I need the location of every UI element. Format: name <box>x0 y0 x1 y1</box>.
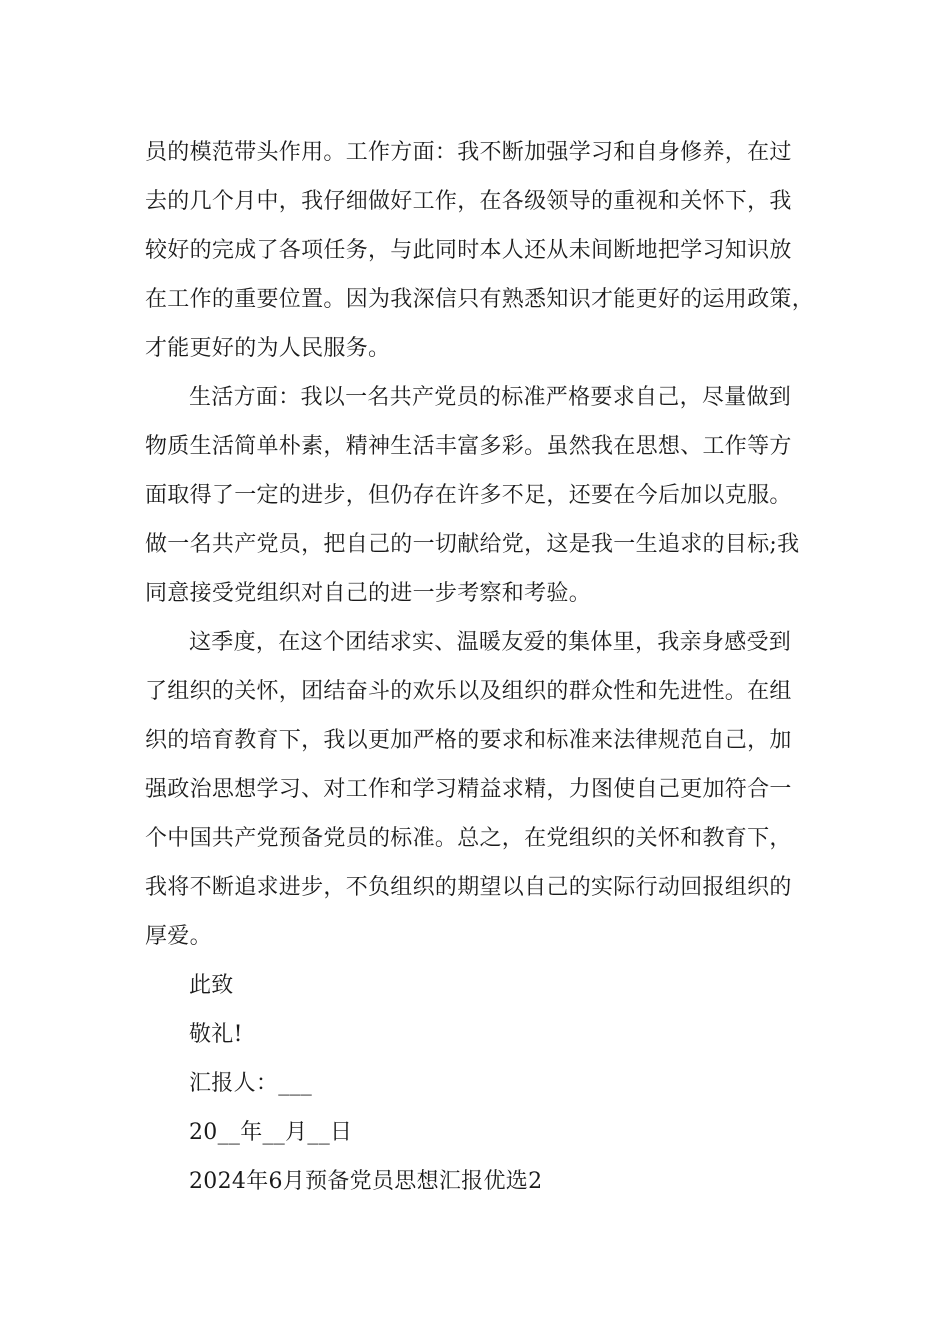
closing-salutation: 此致 <box>189 973 234 998</box>
text-line: 个中国共产党预备党员的标准。总之，在党组织的关怀和教育下， <box>145 826 792 851</box>
text-line: 生活方面：我以一名共产党员的标准严格要求自己，尽量做到 <box>189 385 792 410</box>
date-line: 20__年__月__日 <box>189 1120 353 1145</box>
text-line: 厚爱。 <box>145 924 212 949</box>
text-line: 我将不断追求进步，不负组织的期望以自己的实际行动回报组织的 <box>145 875 792 900</box>
document-body <box>145 128 835 1206</box>
text-line: 同意接受党组织对自己的进一步考察和考验。 <box>145 581 592 606</box>
next-section-title: 2024年6月预备党员思想汇报优选2 <box>189 1169 543 1194</box>
text-line: 物质生活简单朴素，精神生活丰富多彩。虽然我在思想、工作等方 <box>145 434 792 459</box>
text-line: 面取得了一定的进步，但仍存在许多不足，还要在今后加以克服。 <box>145 483 792 508</box>
paragraph-life <box>145 373 835 618</box>
text-line: 较好的完成了各项任务，与此同时本人还从未间断地把学习知识放 <box>145 238 792 263</box>
text-line: 在工作的重要位置。因为我深信只有熟悉知识才能更好的运用政策， <box>145 287 815 312</box>
paragraph-work <box>145 128 835 373</box>
reporter-line: 汇报人：___ <box>189 1071 313 1096</box>
closing-regards: 敬礼! <box>189 1022 243 1047</box>
text-line: 这季度，在这个团结求实、温暖友爱的集体里，我亲身感受到 <box>189 630 792 655</box>
text-line: 才能更好的为人民服务。 <box>145 336 391 361</box>
text-line: 强政治思想学习、对工作和学习精益求精，力图使自己更加符合一 <box>145 777 792 802</box>
text-line: 了组织的关怀，团结奋斗的欢乐以及组织的群众性和先进性。在组 <box>145 679 792 704</box>
text-line: 织的培育教育下，我以更加严格的要求和标准来法律规范自己，加 <box>145 728 792 753</box>
text-line: 员的模范带头作用。工作方面：我不断加强学习和自身修养，在过 <box>145 140 792 165</box>
text-line: 去的几个月中，我仔细做好工作，在各级领导的重视和关怀下，我 <box>145 189 792 214</box>
text-line: 做一名共产党员，把自己的一切献给党，这是我一生追求的目标;我 <box>145 532 800 557</box>
paragraph-quarter <box>145 618 835 961</box>
